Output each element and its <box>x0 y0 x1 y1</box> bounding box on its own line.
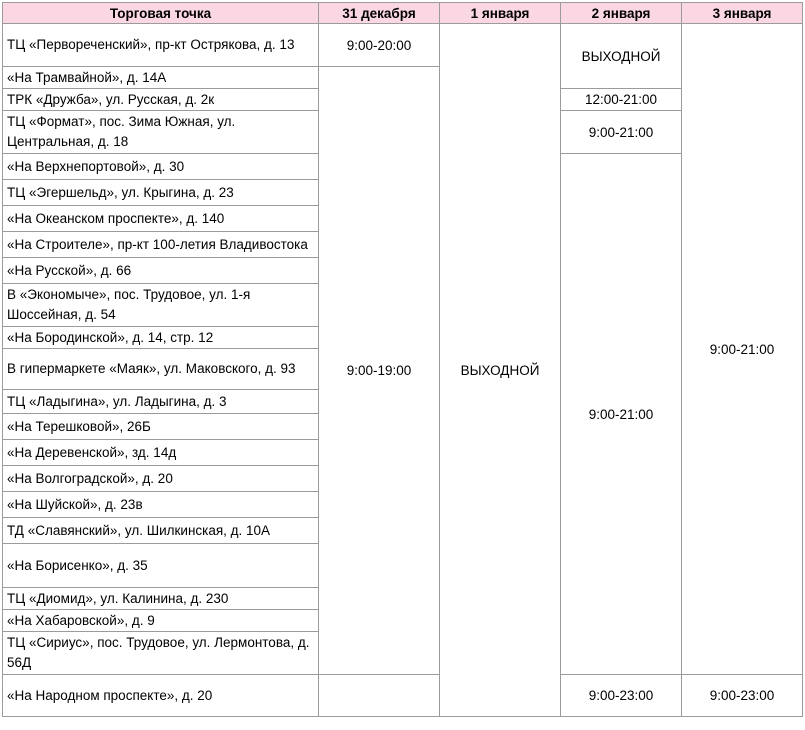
hours-jan2-main: 9:00-21:00 <box>561 154 682 675</box>
hours-jan3-last: 9:00-23:00 <box>682 675 803 717</box>
hours-dec31-first: 9:00-20:00 <box>319 24 440 67</box>
schedule-table <box>2 2 803 717</box>
store-cell: «На Русской», д. 66 <box>3 258 319 284</box>
store-cell: ТРК «Дружба», ул. Русская, д. 2к <box>3 89 319 111</box>
store-cell: «На Терешковой», 26Б <box>3 414 319 440</box>
store-cell: ТЦ «Сириус», пос. Трудовое, ул. Лермонтова, д. 56Д <box>3 632 319 675</box>
store-cell: «На Трамвайной», д. 14А <box>3 67 319 89</box>
store-cell: «На Строителе», пр-кт 100-летия Владивостока <box>3 232 319 258</box>
store-cell: В «Экономыче», пос. Трудовое, ул. 1-я Шоссейная, д. 54 <box>3 284 319 327</box>
store-cell: «На Деревенской», зд. 14д <box>3 440 319 466</box>
hours-jan3-main: 9:00-21:00 <box>682 24 803 675</box>
hours-jan2-closed: ВЫХОДНОЙ <box>561 24 682 89</box>
header-jan3: 3 января <box>682 3 803 24</box>
store-cell: ТЦ «Эгершельд», ул. Крыгина, д. 23 <box>3 180 319 206</box>
store-cell: ТЦ «Первореченский», пр-кт Острякова, д. 13 <box>3 24 319 67</box>
header-jan1: 1 января <box>440 3 561 24</box>
hours-jan1-all: ВЫХОДНОЙ <box>440 24 561 717</box>
header-dec31: 31 декабря <box>319 3 440 24</box>
header-store: Торговая точка <box>3 3 319 24</box>
store-cell: ТЦ «Ладыгина», ул. Ладыгина, д. 3 <box>3 390 319 414</box>
hours-jan2-last: 9:00-23:00 <box>561 675 682 717</box>
table-row <box>3 24 803 67</box>
hours-jan2-druzhba: 12:00-21:00 <box>561 89 682 111</box>
hours-dec31-main: 9:00-19:00 <box>319 67 440 675</box>
store-cell: «На Верхнепортовой», д. 30 <box>3 154 319 180</box>
header-row <box>3 3 803 24</box>
table-row <box>3 675 803 717</box>
store-cell: «На Шуйской», д. 23в <box>3 492 319 518</box>
store-cell: «На Волгоградской», д. 20 <box>3 466 319 492</box>
store-cell: ТД «Славянский», ул. Шилкинская, д. 10А <box>3 518 319 544</box>
header-jan2: 2 января <box>561 3 682 24</box>
store-cell: ТЦ «Формат», пос. Зима Южная, ул. Центральная, д. 18 <box>3 111 319 154</box>
store-cell: «На Бородинской», д. 14, стр. 12 <box>3 327 319 349</box>
hours-jan2-format: 9:00-21:00 <box>561 111 682 154</box>
hours-dec31-empty <box>319 675 440 717</box>
store-cell: «На Народном проспекте», д. 20 <box>3 675 319 717</box>
store-cell: «На Океанском проспекте», д. 140 <box>3 206 319 232</box>
store-cell: В гипермаркете «Маяк», ул. Маковского, д. 93 <box>3 349 319 390</box>
store-cell: «На Хабаровской», д. 9 <box>3 610 319 632</box>
store-cell: ТЦ «Диомид», ул. Калинина, д. 230 <box>3 588 319 610</box>
store-cell: «На Борисенко», д. 35 <box>3 544 319 588</box>
